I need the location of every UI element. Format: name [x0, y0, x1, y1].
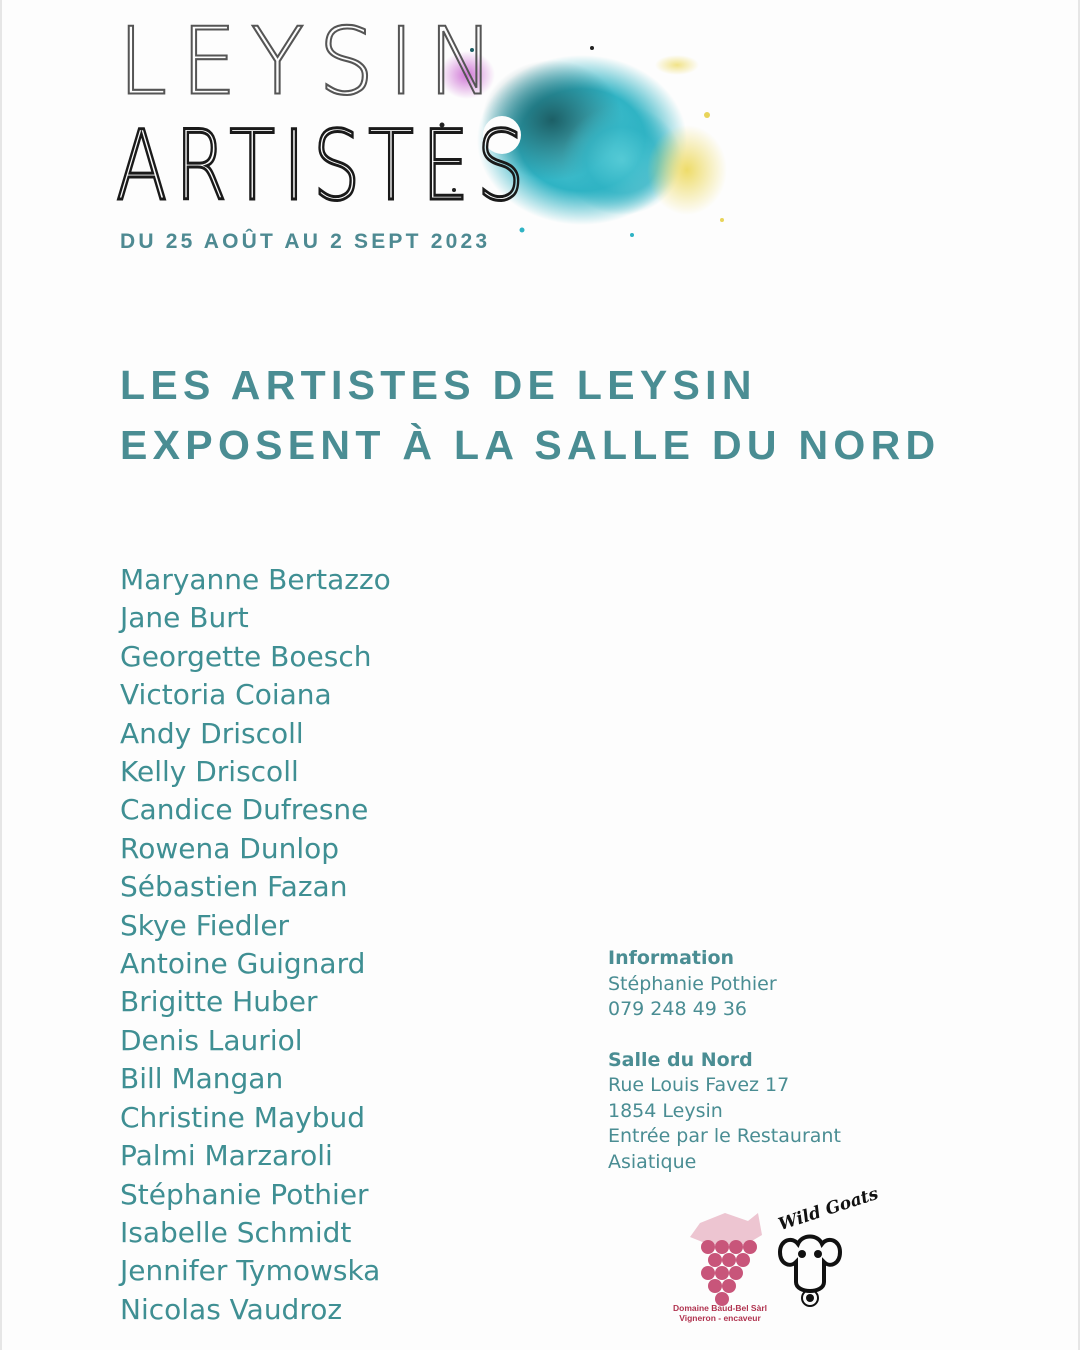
list-item: Antoine Guignard [120, 947, 366, 981]
list-item: Stéphanie Pothier [120, 1177, 369, 1211]
list-item: Palmi Marzaroli [120, 1139, 333, 1173]
list-item: Candice Dufresne [120, 793, 369, 827]
logo-word-leysin: LEYSIN [118, 7, 509, 116]
list-item: Nicolas Vaudroz [120, 1292, 343, 1326]
list-item: Rowena Dunlop [120, 831, 339, 865]
heading-line-2: EXPOSENT À LA SALLE DU NORD [120, 422, 941, 468]
contact-name: Stéphanie Pothier [608, 972, 777, 995]
address-line: Asiatique [608, 1150, 697, 1173]
grape-sponsor-caption [655, 1303, 785, 1323]
list-item: Christine Maybud [120, 1100, 365, 1134]
list-item: Isabelle Schmidt [120, 1215, 352, 1249]
list-item: Georgette Boesch [120, 639, 372, 673]
grape-caption-line-1: Domaine Baud-Bel Sàrl [673, 1303, 767, 1313]
info-title: Information [608, 947, 735, 969]
event-dates: DU 25 AOÛT AU 2 SEPT 2023 [120, 230, 491, 253]
list-item: Brigitte Huber [120, 985, 318, 1019]
page-heading [120, 355, 940, 475]
address-line: Entrée par le Restaurant [608, 1125, 841, 1147]
logo-word-artistes: ARTISTES [116, 110, 533, 222]
list-item: Kelly Driscoll [120, 755, 299, 789]
contact-phone: 079 248 49 36 [608, 998, 748, 1020]
venue-title: Salle du Nord [608, 1048, 753, 1071]
grape-caption-line-2: Vigneron - encaveur [679, 1313, 761, 1323]
list-item: Sébastien Fazan [120, 870, 348, 904]
list-item: Skye Fiedler [120, 908, 290, 942]
list-item: Jennifer Tymowska [120, 1254, 381, 1288]
address-line: Rue Louis Favez 17 [608, 1074, 790, 1096]
heading-line-1: LES ARTISTES DE LEYSIN [120, 362, 757, 408]
list-item: Jane Burt [120, 601, 249, 635]
address-line: 1854 Leysin [608, 1099, 723, 1122]
list-item: Maryanne Bertazzo [120, 563, 391, 596]
list-item: Victoria Coiana [120, 678, 332, 712]
list-item: Denis Lauriol [120, 1023, 303, 1057]
info-block [608, 946, 841, 1175]
wild-goats-wordmark: Wild Goats [776, 1183, 881, 1236]
spacer [608, 1023, 841, 1048]
list-item: Bill Mangan [120, 1062, 284, 1096]
artist-list [120, 561, 391, 1329]
list-item: Andy Driscoll [120, 716, 304, 750]
